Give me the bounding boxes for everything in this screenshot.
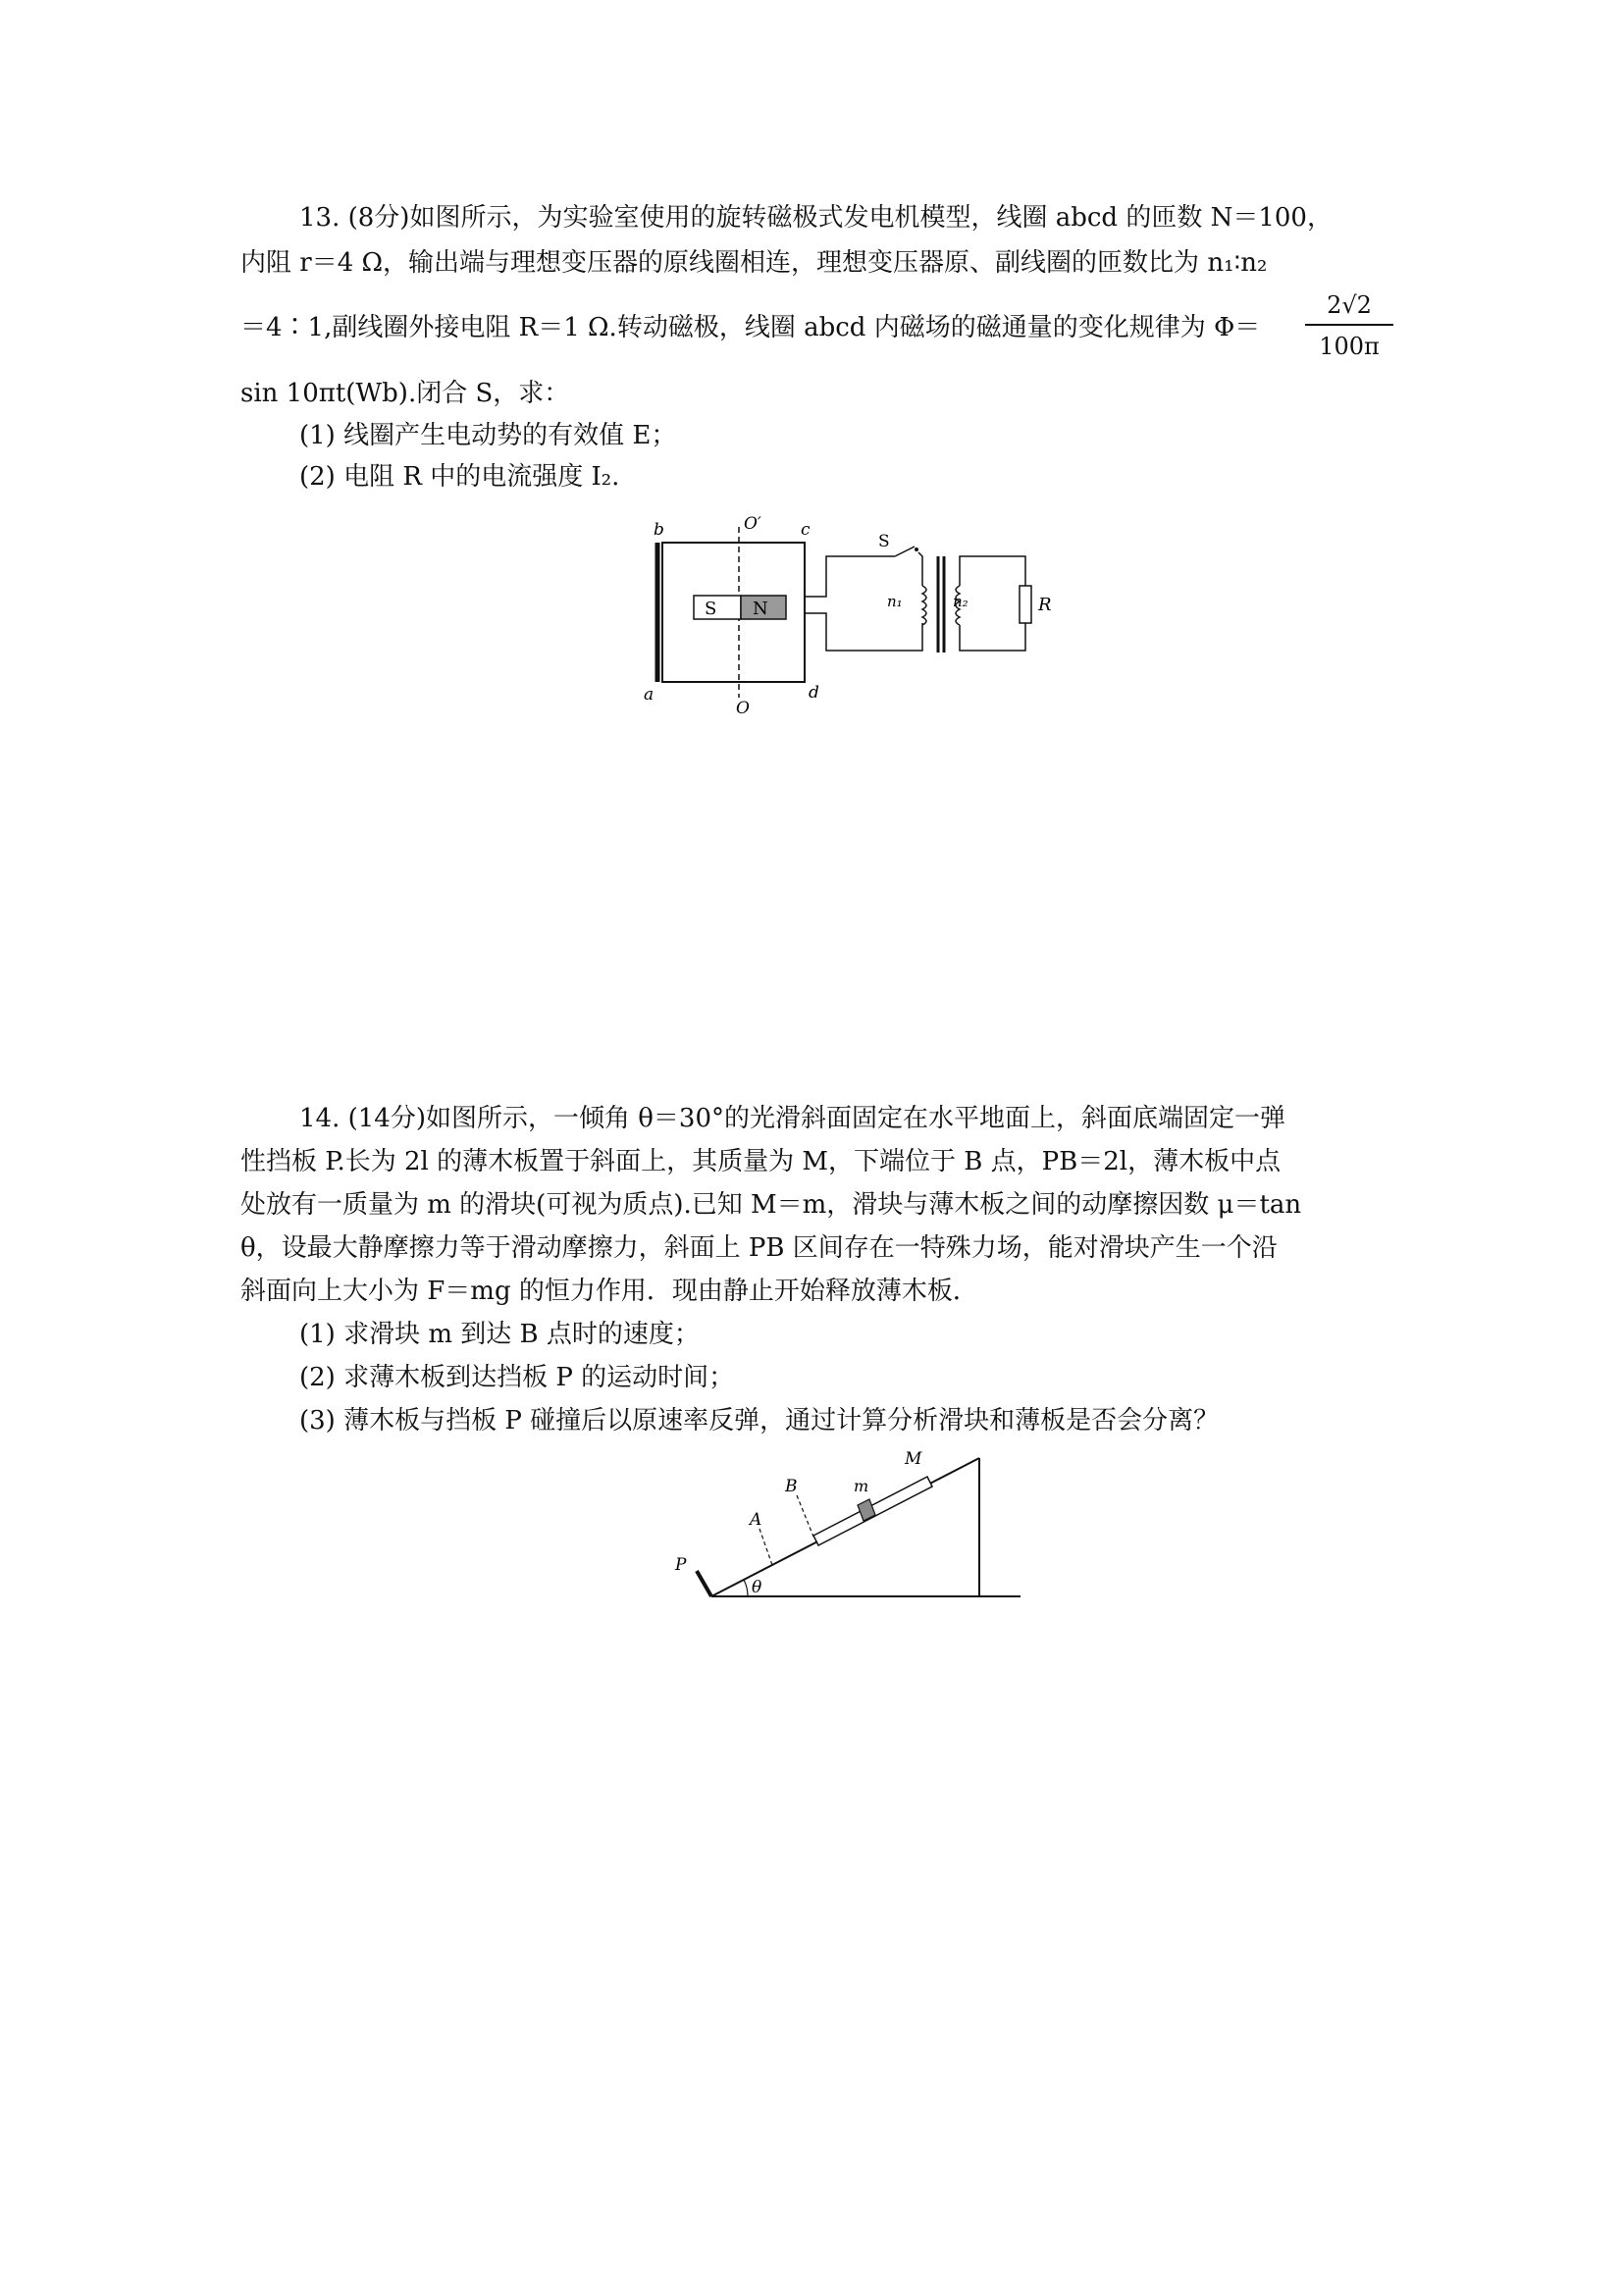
secondary-label: n₂ bbox=[953, 593, 969, 610]
q14-incline-figure bbox=[667, 1440, 1030, 1607]
secondary-wire bbox=[960, 556, 1025, 586]
q13-line-3: ＝4∶1,副线圈外接电阻 R＝1 Ω.转动磁极，线圈 abcd 内磁场的磁通量的变化规律为 Φ＝ bbox=[240, 313, 1261, 342]
resistor bbox=[1020, 586, 1031, 623]
axis-bottom-label: O bbox=[736, 699, 750, 716]
output-wire-top bbox=[805, 556, 895, 597]
output-wire-bottom bbox=[805, 613, 922, 651]
switch-contact bbox=[915, 548, 918, 551]
q13-flux-fraction bbox=[1305, 290, 1393, 361]
fraction-numerator: 2√2 bbox=[1327, 291, 1372, 319]
q14-line-1: 14. (14分)如图所示，一倾角 θ＝30°的光滑斜面固定在水平地面上，斜面底端固定一弹 bbox=[299, 1104, 1285, 1133]
q14-sub-1: (1) 求滑块 m 到达 B 点时的速度； bbox=[299, 1320, 700, 1349]
switch-blade bbox=[895, 547, 915, 556]
label-big-m: M bbox=[905, 1449, 922, 1469]
primary-label: n₁ bbox=[887, 593, 903, 610]
label-m: m bbox=[854, 1477, 869, 1495]
corner-d-label: d bbox=[809, 683, 819, 703]
q14-sub-2: (2) 求薄木板到达挡板 P 的运动时间； bbox=[299, 1363, 735, 1392]
barrier-p bbox=[697, 1571, 711, 1596]
label-b: B bbox=[785, 1477, 798, 1496]
switch-label: S bbox=[878, 532, 890, 551]
magnet-s-label: S bbox=[705, 599, 717, 619]
q14-line-2: 性挡板 P.长为 2l 的薄木板置于斜面上，其质量为 M，下端位于 B 点，PB＝2l，薄木板中点 bbox=[240, 1147, 1282, 1176]
q14-line-4: θ，设最大静摩擦力等于滑动摩擦力，斜面上 PB 区间存在一特殊力场，能对滑块产生一个沿 bbox=[240, 1233, 1278, 1263]
corner-c-label: c bbox=[801, 520, 811, 540]
q13-line-1: 13. (8分)如图所示，为实验室使用的旋转磁极式发电机模型，线圈 abcd 的匝数 N＝100， bbox=[299, 203, 1333, 233]
axis-top-label: O′ bbox=[744, 514, 761, 534]
magnet-n-label: N bbox=[753, 599, 768, 619]
angle-arc bbox=[744, 1580, 748, 1596]
magnet-south bbox=[694, 596, 741, 619]
label-p: P bbox=[675, 1555, 687, 1575]
q13-sub-2: (2) 电阻 R 中的电流强度 I₂. bbox=[299, 462, 620, 492]
q13-line-2: 内阻 r＝4 Ω，输出端与理想变压器的原线圈相连，理想变压器原、副线圈的匝数比为 n₁∶n₂ bbox=[240, 248, 1268, 278]
secondary-wire-return bbox=[960, 623, 1025, 651]
q14-sub-3: (3) 薄木板与挡板 P 碰撞后以原速率反弹，通过计算分析滑块和薄板是否会分离？ bbox=[299, 1406, 1220, 1435]
corner-b-label: b bbox=[654, 520, 664, 540]
label-a: A bbox=[750, 1510, 762, 1530]
switch-wire bbox=[918, 552, 922, 586]
label-theta: θ bbox=[752, 1578, 762, 1597]
point-a-dashed bbox=[759, 1529, 772, 1565]
point-b-dashed bbox=[797, 1495, 813, 1537]
primary-coil bbox=[922, 586, 926, 625]
q14-line-3: 处放有一质量为 m 的滑块(可视为质点).已知 M＝m，滑块与薄木板之间的动摩擦因数 μ＝tan bbox=[240, 1190, 1302, 1220]
resistor-label: R bbox=[1038, 595, 1052, 615]
q13-line-4: sin 10πt(Wb).闭合 S，求： bbox=[240, 379, 570, 408]
corner-a-label: a bbox=[644, 685, 654, 704]
q13-sub-1: (1) 线圈产生电动势的有效值 E； bbox=[299, 421, 677, 450]
fraction-bar bbox=[1305, 324, 1393, 326]
q13-generator-figure bbox=[628, 505, 1060, 716]
fraction-denominator: 100π bbox=[1319, 333, 1380, 360]
q14-line-5: 斜面向上大小为 F＝mg 的恒力作用．现由静止开始释放薄木板． bbox=[240, 1277, 978, 1306]
